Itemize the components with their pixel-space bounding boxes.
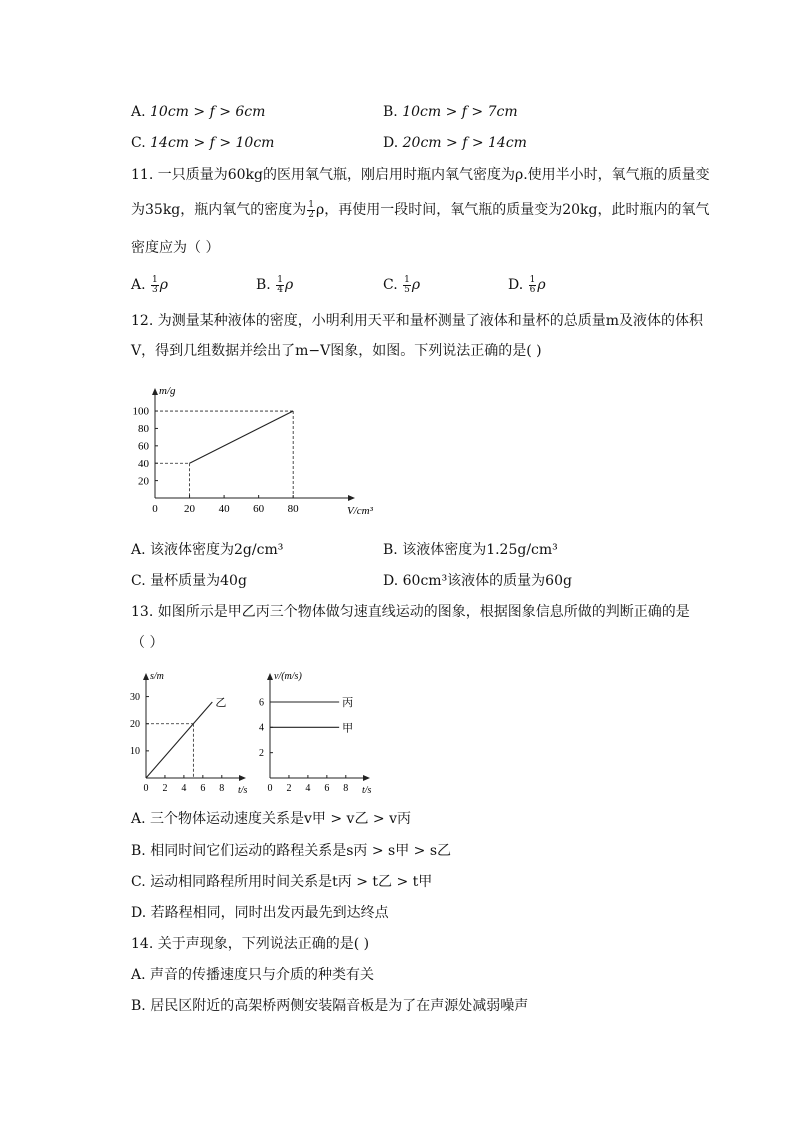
option-text: 运动相同路程所用时间关系是t丙 > t乙 > t甲: [150, 874, 433, 890]
q12-stem-line1: 12. 为测量某种液体的密度，小明利用天平和量杯测量了液体和量杯的总质量m及液体的体积: [131, 313, 703, 329]
x-tick-label: 2: [286, 783, 292, 794]
q10-option-d[interactable]: [383, 133, 527, 153]
option-text: 量杯质量为40g: [150, 573, 247, 589]
y-axis-label: m/g: [159, 385, 176, 397]
y-tick-label: 80: [138, 423, 149, 436]
x-tick-label: 80: [287, 503, 299, 515]
q14-option-b[interactable]: [131, 996, 528, 1016]
q11-option-a[interactable]: [131, 275, 168, 295]
y-axis-label: v/(m/s): [274, 671, 302, 682]
x-tick-label: 60: [253, 503, 265, 515]
x-axis-arrow: [363, 775, 370, 781]
option-label: B.: [383, 542, 398, 558]
x-tick-label: 6: [324, 783, 330, 794]
option-label: C.: [131, 874, 146, 890]
x-axis-label: t/s: [238, 785, 248, 796]
series-label: 乙: [215, 697, 227, 709]
q13-option-d[interactable]: [131, 903, 389, 923]
fraction-denominator: 5: [404, 284, 410, 295]
fraction: [307, 201, 315, 220]
q10-option-c[interactable]: [131, 133, 274, 153]
option-text: 10cm > f > 6cm: [150, 104, 266, 120]
y-tick-label: 4: [259, 722, 264, 734]
option-label: C.: [383, 277, 398, 293]
x-axis-label: V/cm³: [347, 505, 373, 517]
x-tick-label: 8: [343, 783, 349, 794]
fraction: [151, 276, 159, 295]
option-text: 20cm > f > 14cm: [402, 135, 527, 151]
fraction-denominator: 6: [529, 284, 536, 295]
x-tick-label: 0: [143, 783, 149, 794]
y-tick-label: 40: [138, 457, 149, 470]
x-tick-label: 40: [218, 503, 230, 515]
option-text: 居民区附近的高架桥两侧安装隔音板是为了在声源处减弱噪声: [150, 998, 529, 1014]
q11-stem-line3: 密度应为（ ）: [131, 240, 220, 256]
q11-stem-line1: 11. 一只质量为60kg的医用氧气瓶，刚启用时瓶内氧气密度为ρ.使用半小时，氧气瓶的质量变: [131, 167, 710, 183]
fraction-numerator: 1: [152, 274, 158, 285]
x-axis-arrow: [239, 775, 246, 781]
option-label: B.: [131, 998, 146, 1014]
option-text: 三个物体运动速度关系是v甲 > v乙 > v丙: [150, 811, 412, 827]
q12-option-a[interactable]: [131, 540, 283, 560]
q10-option-a[interactable]: [131, 102, 265, 122]
x-tick-label: 4: [305, 783, 311, 794]
option-text: 该液体密度为2g/cm³: [150, 542, 284, 558]
x-axis-arrow: [348, 495, 355, 501]
q12-option-d[interactable]: [383, 571, 572, 591]
fraction-numerator: 1: [277, 274, 283, 285]
y-tick-label: 10: [130, 746, 140, 758]
x-tick-label: 0: [267, 783, 273, 794]
y-tick-label: 30: [130, 691, 140, 703]
series-line: [146, 702, 212, 778]
fraction-numerator: 1: [404, 274, 410, 285]
option-text: 相同时间它们运动的路程关系是s丙 > s甲 > s乙: [150, 843, 452, 859]
fraction-numerator: 1: [529, 274, 536, 285]
q14-stem-line1: 14. 关于声现象，下列说法正确的是( ): [131, 936, 370, 952]
y-tick-label: 2: [259, 748, 264, 759]
y-tick-label: 20: [130, 719, 140, 731]
rho-symbol: ρ: [537, 277, 546, 293]
rho-symbol: ρ: [411, 277, 421, 293]
y-tick-label: 6: [259, 697, 264, 709]
option-label: A.: [131, 811, 146, 827]
fraction: [403, 276, 411, 295]
q13-option-c[interactable]: [131, 872, 432, 892]
x-tick-label: 8: [219, 783, 225, 794]
option-label: D.: [383, 573, 399, 589]
x-axis-label: t/s: [362, 785, 372, 796]
q12-option-c[interactable]: [131, 571, 247, 591]
option-label: A.: [131, 277, 146, 293]
option-text: 60cm³该液体的质量为60g: [402, 573, 572, 589]
y-tick-label: 60: [138, 440, 149, 453]
x-tick-label: 20: [184, 503, 196, 515]
series-label: 甲: [342, 722, 354, 735]
q11-option-c[interactable]: [383, 275, 420, 295]
q12-option-b[interactable]: [383, 540, 558, 560]
option-label: D.: [508, 277, 524, 293]
series-label: 丙: [342, 697, 354, 709]
x-tick-label: 4: [181, 783, 187, 794]
option-label: A.: [131, 104, 146, 120]
option-label: B.: [383, 104, 398, 120]
option-text: 声音的传播速度只与介质的种类有关: [150, 967, 375, 983]
q10-option-b[interactable]: [383, 102, 518, 122]
rho-symbol: ρ: [159, 277, 168, 293]
y-axis-label: s/m: [150, 671, 164, 682]
x-tick-label: 6: [200, 783, 206, 794]
q13-stem-line1: 13. 如图所示是甲乙丙三个物体做匀速直线运动的图象，根据图象信息所做的判断正确的是: [131, 604, 690, 620]
fraction-denominator: 2: [308, 209, 314, 220]
fraction-denominator: 4: [277, 284, 283, 295]
y-tick-label: 100: [132, 405, 149, 418]
q11-line2a: 为35kg，瓶内氧气的密度为: [131, 202, 307, 218]
fraction-numerator: 1: [308, 199, 314, 210]
option-text: 14cm > f > 10cm: [150, 135, 275, 151]
x-tick-label: 2: [162, 783, 168, 794]
y-axis-arrow: [152, 388, 158, 395]
q13-option-b[interactable]: [131, 841, 451, 861]
y-tick-label: 20: [138, 475, 149, 488]
option-text: 若路程相同，同时出发丙最先到达终点: [150, 905, 389, 921]
option-label: D.: [383, 135, 399, 151]
option-label: B.: [131, 843, 146, 859]
fraction-denominator: 3: [152, 284, 158, 295]
option-label: A.: [131, 542, 146, 558]
q13-option-a[interactable]: [131, 809, 411, 829]
y-axis-arrow: [143, 673, 149, 680]
fraction: [529, 276, 537, 295]
q11-option-b[interactable]: [256, 275, 293, 295]
option-text: 该液体密度为1.25g/cm³: [402, 542, 558, 558]
q13-stem-line2: （ ）: [131, 635, 164, 651]
fraction: [276, 276, 284, 295]
option-label: A.: [131, 967, 146, 983]
q11-line2b: ρ，再使用一段时间，氧气瓶的质量变为20kg，此时瓶内的氧气: [316, 202, 710, 218]
option-text: 10cm > f > 7cm: [402, 104, 518, 120]
option-label: D.: [131, 905, 147, 921]
option-label: C.: [131, 573, 146, 589]
q12-stem-line2: V，得到几组数据并绘出了m−V图象，如图。下列说法正确的是( ): [131, 343, 542, 359]
q14-option-a[interactable]: [131, 965, 374, 985]
st-chart: [120, 668, 248, 798]
series-line: [190, 411, 294, 463]
option-label: B.: [256, 277, 271, 293]
option-label: C.: [131, 135, 146, 151]
q11-stem-line2: [131, 200, 710, 220]
rho-symbol: ρ: [284, 277, 294, 293]
y-axis-arrow: [267, 673, 273, 680]
x-tick-label: 0: [152, 503, 158, 515]
mv-chart: [120, 372, 400, 532]
q11-option-d[interactable]: [508, 275, 546, 295]
vt-chart: [250, 668, 375, 798]
